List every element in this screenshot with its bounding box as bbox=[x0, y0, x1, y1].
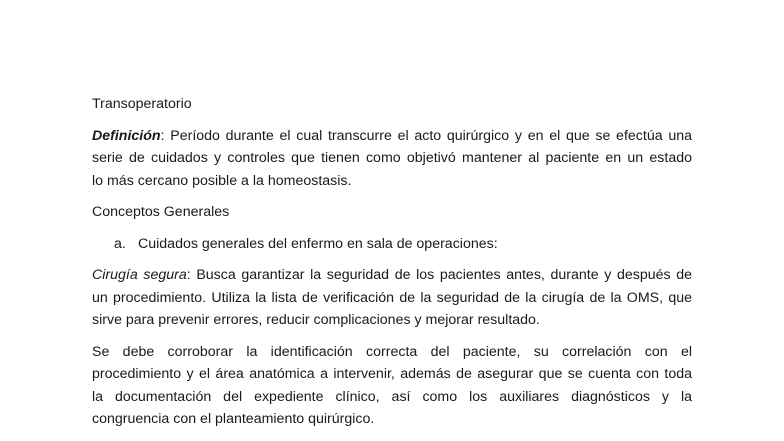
definition-paragraph bbox=[92, 125, 692, 193]
cirugia-term: Cirugía segura bbox=[92, 267, 187, 283]
heading-text: Transoperatorio bbox=[92, 96, 192, 112]
list-item-text: Cuidados generales del enfermo en sala de operaciones: bbox=[138, 235, 498, 252]
verification-line-4: congruencia con el planteamiento quirúrgico. bbox=[92, 411, 375, 427]
definition-line-3: lo más cercano posible a la homeostasis. bbox=[92, 172, 352, 189]
cirugia-line-1 bbox=[92, 264, 692, 287]
list-item bbox=[92, 233, 692, 256]
verification-line-3: la documentación del expediente clínico, así como los auxiliares diagnósticos y la bbox=[92, 388, 692, 405]
verification-line-2: procedimiento y el área anatómica a intervenir, además de asegurar que se cuenta con toda bbox=[92, 366, 692, 382]
definition-line-2: serie de cuidados y controles que tienen como objetivó mantener al paciente en un estado bbox=[92, 150, 692, 166]
section-title bbox=[92, 201, 692, 224]
heading-transoperatorio bbox=[92, 93, 692, 116]
verification-line-1: Se debe corroborar la identificación correcta del paciente, su correlación con el bbox=[92, 343, 692, 360]
cirugia-paragraph bbox=[92, 264, 692, 332]
document-page bbox=[92, 93, 692, 440]
cirugia-line-3: sirve para prevenir errores, reducir complicaciones y mejorar resultado. bbox=[92, 312, 540, 328]
verification-paragraph bbox=[92, 341, 692, 431]
cirugia-line-2: un procedimiento. Utiliza la lista de verificación de la seguridad de la cirugía de la OMS, que bbox=[92, 289, 692, 306]
cirugia-text-1: : Busca garantizar la seguridad de los pacientes antes, durante y después de bbox=[186, 267, 692, 283]
definition-line-1 bbox=[92, 125, 692, 148]
section-title-text: Conceptos Generales bbox=[92, 204, 230, 220]
definition-term: Definición bbox=[92, 127, 161, 144]
list-marker: a. bbox=[114, 235, 126, 252]
definition-text-1: : Período durante el cual transcurre el acto quirúrgico y en el que se efectúa una bbox=[160, 127, 692, 144]
